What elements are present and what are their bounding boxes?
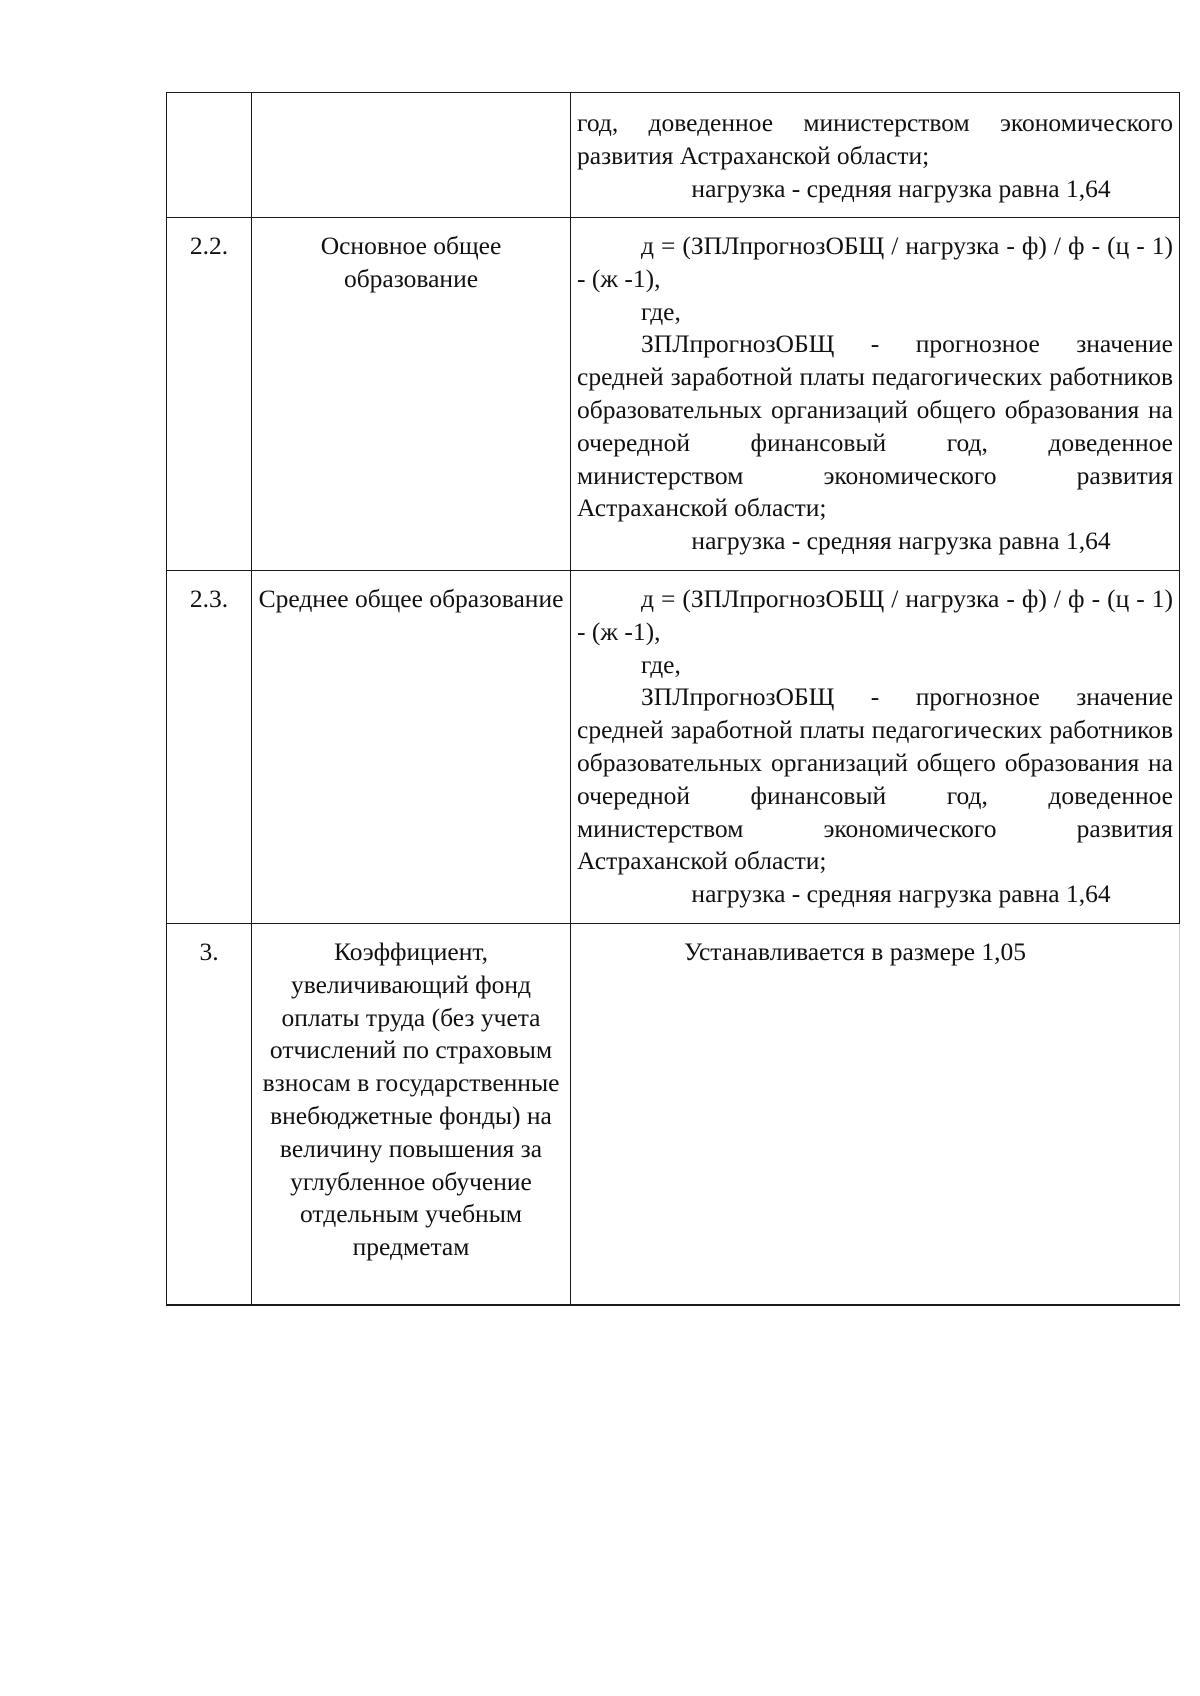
row-description-cell (571, 218, 1180, 571)
row-name-cell (252, 571, 571, 924)
coefficient-value: Устанавливается в размере 1,05 (683, 937, 1027, 966)
tariff-table (166, 92, 1180, 1306)
row-number: 2.2. (189, 231, 229, 260)
load-note: нагрузка - средняя нагрузка равна 1,64 (691, 526, 1111, 556)
table-row (167, 571, 1180, 924)
row-number-cell (167, 571, 252, 924)
row-number (167, 93, 251, 105)
table-row (167, 93, 1180, 218)
row-number-cell (167, 924, 252, 1306)
row-description-cell (571, 93, 1180, 218)
row-name: Основное общее образование (320, 231, 502, 293)
row-description-cell (571, 571, 1180, 924)
definition-paragraph: ЗПЛпрогнозОБЩ - прогнозное значение средней заработной платы педагогических работников образовательных организаций общего образования на очередной финансовый год, доведенное министерством экономического развития Астраханской области; (577, 329, 1173, 523)
where-line: где, (641, 649, 681, 679)
where-line: где, (641, 296, 681, 326)
row-number-cell (167, 218, 252, 571)
row-description-cell (571, 924, 1180, 1306)
table-row (167, 924, 1180, 1306)
row-name-cell (252, 218, 571, 571)
table-row (167, 218, 1180, 571)
row-number: 2.3. (189, 584, 229, 613)
row-name (252, 93, 570, 105)
description-paragraph: год, доведенное министерством экономического развития Астраханской области; (577, 108, 1173, 170)
row-name: Среднее общее образование (258, 584, 564, 613)
row-name: Коэффициент, увеличивающий фонд оплаты труда (без учета отчислений по страховым взносам в государственные внебюджетные фонды) на величину повышения за углубленное обучение отдельным учебным предметам (262, 937, 560, 1262)
definition-paragraph: ЗПЛпрогнозОБЩ - прогнозное значение средней заработной платы педагогических работников образовательных организаций общего образования на очередной финансовый год, доведенное министерством экономического развития Астраханской области; (577, 682, 1173, 876)
row-number: 3. (199, 937, 219, 966)
formula-line: д = (ЗПЛпрогнозОБЩ / нагрузка - ф) / ф - (ц - 1) - (ж -1), (577, 584, 1173, 646)
row-number-cell (167, 93, 252, 218)
formula-line: д = (ЗПЛпрогнозОБЩ / нагрузка - ф) / ф - (ц - 1) - (ж -1), (577, 231, 1173, 293)
row-name-cell (252, 93, 571, 218)
load-note: нагрузка - средняя нагрузка равна 1,64 (691, 879, 1111, 909)
row-name-cell (252, 924, 571, 1306)
load-note: нагрузка - средняя нагрузка равна 1,64 (691, 173, 1111, 203)
